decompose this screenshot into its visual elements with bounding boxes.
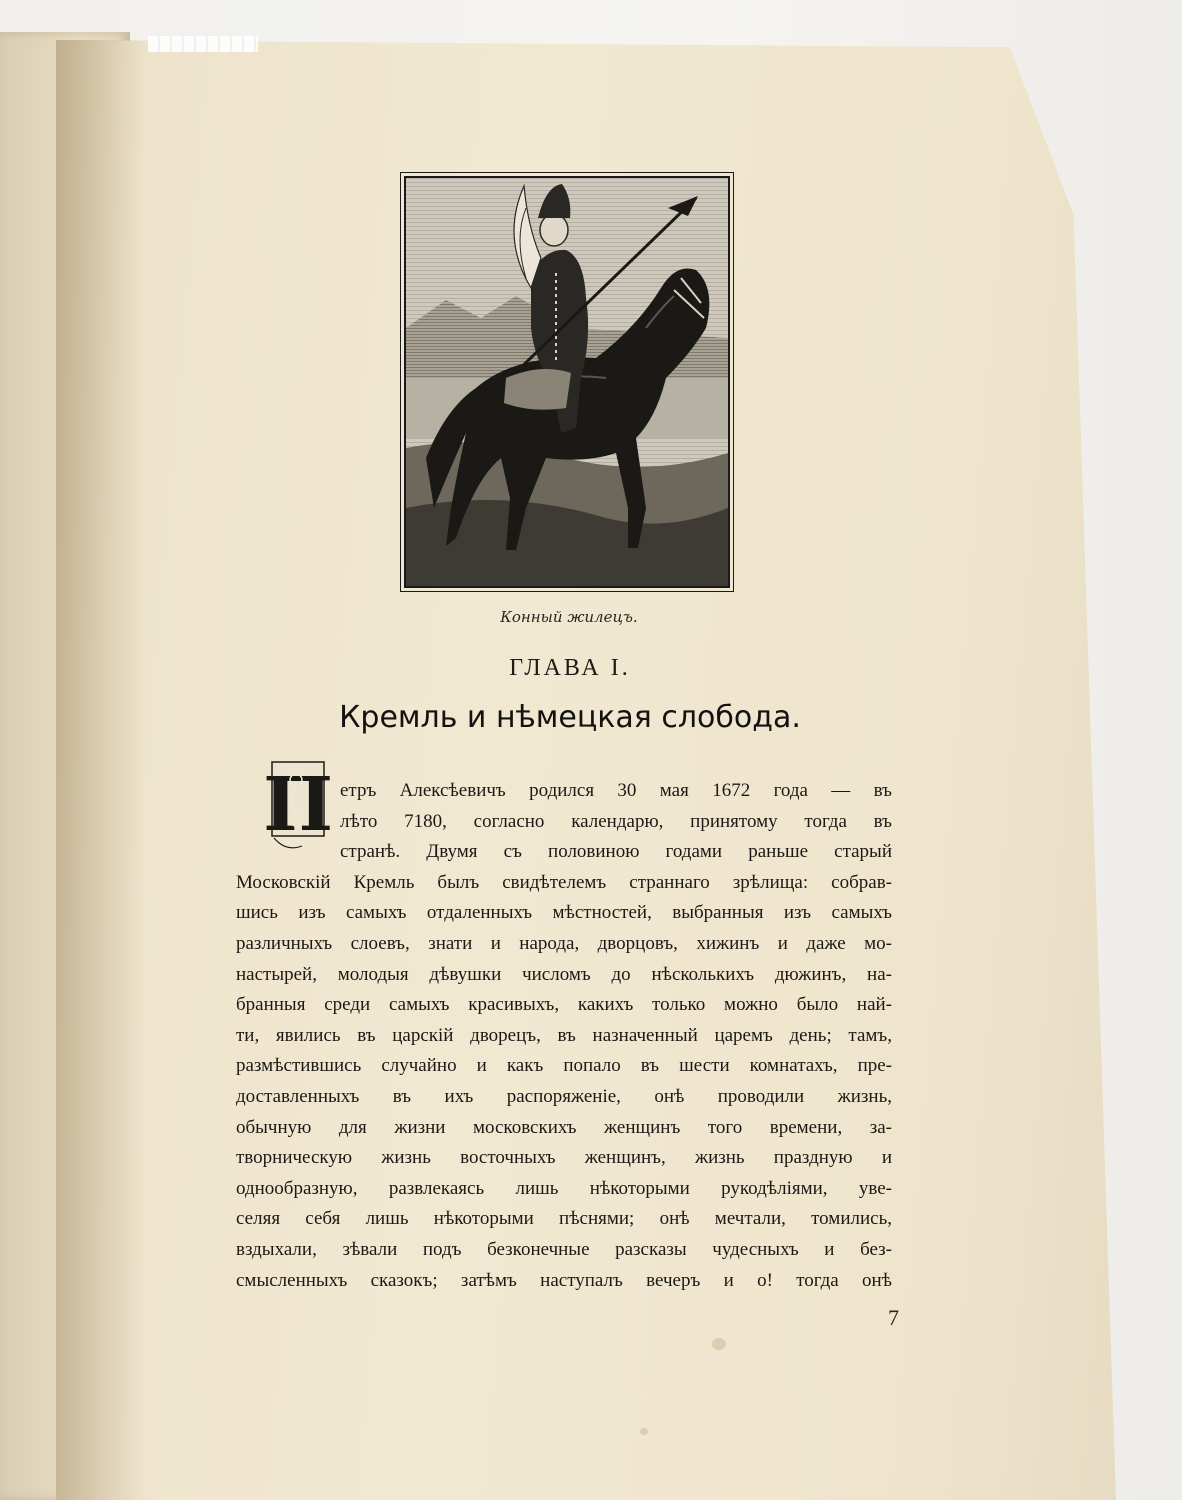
paragraph-line: обычную для жизни московскихъ женщинъ того времени, за- <box>236 1116 892 1138</box>
figure-caption: Конный жилецъ. <box>500 608 638 626</box>
paper-stain <box>712 1338 726 1350</box>
paragraph-line: вздыхали, зѣвали подъ безконечные разсказы чудесныхъ и без- <box>236 1238 892 1260</box>
paragraph-line: шись изъ самыхъ отдаленныхъ мѣстностей, выбранныя изъ самыхъ <box>236 902 892 924</box>
paragraph-line: творническую жизнь восточныхъ женщинъ, жизнь праздную и <box>236 1147 892 1169</box>
drop-cap-letter: П <box>266 762 330 848</box>
paragraph-line: бранныя среди самыхъ красивыхъ, какихъ только можно было най- <box>236 994 892 1016</box>
chapter-paragraph <box>236 776 892 1296</box>
paragraph-line: етръ Алексѣевичъ родился 30 мая 1672 года — въ <box>340 780 892 801</box>
chapter-label: ГЛАВА I. <box>509 655 631 681</box>
paragraph-line: различныхъ слоевъ, знати и народа, дворцовъ, хижинъ и даже мо- <box>236 932 892 954</box>
paper-stain <box>640 1428 648 1435</box>
paragraph-line: Московскій Кремль былъ свидѣтелемъ страннаго зрѣлища: собрав- <box>236 871 892 893</box>
paragraph-line: смысленныхъ сказокъ; затѣмъ наступалъ вечеръ и о! тогда онѣ <box>236 1269 892 1291</box>
paragraph-line: размѣстившись случайно и какъ попало въ шести комнатахъ, пре- <box>236 1055 892 1077</box>
engraving-horseman <box>404 176 730 588</box>
chapter-title: Кремль и нѣмецкая слобода. <box>339 700 801 735</box>
tape-strip <box>148 36 258 52</box>
page-gutter-shadow <box>56 40 146 1500</box>
paragraph-line: странѣ. Двумя съ половиною годами раньше старый <box>340 841 892 863</box>
paragraph-line: настырей, молодыя дѣвушки числомъ до нѣсколькихъ дюжинъ, на- <box>236 963 892 985</box>
paragraph-line: ти, явились въ царскій дворецъ, въ назначенный царемъ день; тамъ, <box>236 1024 892 1046</box>
paragraph-line: доставленныхъ въ ихъ распоряженіе, онѣ проводили жизнь, <box>236 1085 892 1107</box>
paragraph-line: однообразную, развлекаясь лишь нѣкоторыми рукодѣліями, уве- <box>236 1177 892 1199</box>
paragraph-line: лѣто 7180, согласно календарю, принятому тогда въ <box>340 810 892 832</box>
paragraph-line: селяя себя лишь нѣкоторыми пѣснями; онѣ мечтали, томились, <box>236 1208 892 1230</box>
page-number: 7 <box>888 1305 899 1330</box>
